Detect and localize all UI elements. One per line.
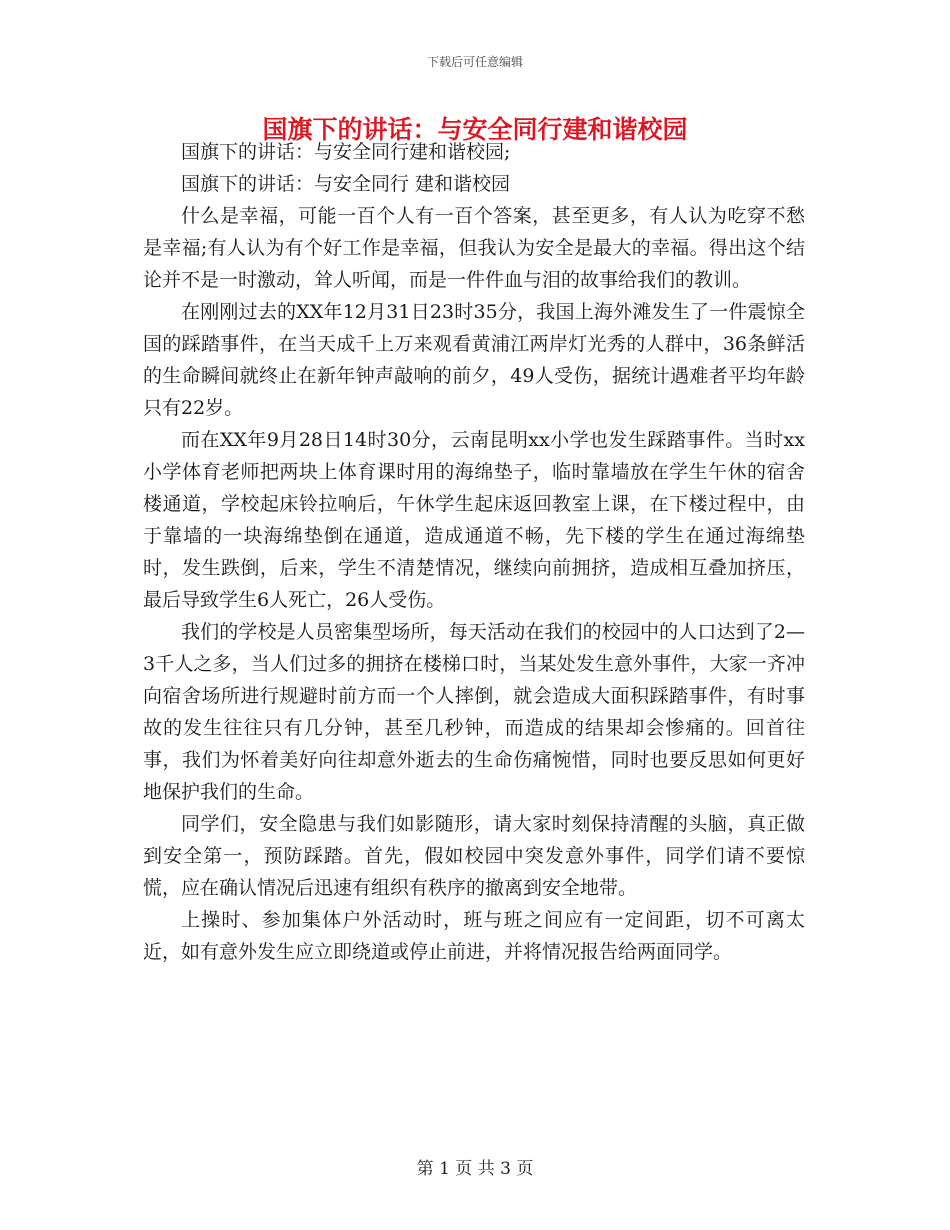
paragraph: 而在XX年9月28日14时30分，云南昆明xx小学也发生踩踏事件。当时xx小学体育老师把两块上体育课时用的海绵垫子，临时靠墙放在学生午休的宿舍楼通道，学校起床铃拉响后，午休学生起床返回教室上课，在下楼过程中，由于靠墙的一块海绵垫倒在通道，造成通道不畅，先下楼的学生在通过海绵垫时，发生跌倒，后来，学生不清楚情况，继续向前拥挤，造成相互叠加挤压，最后导致学生6人死亡，26人受伤。: [143, 429, 805, 611]
paragraph: 同学们，安全隐患与我们如影随形，请大家时刻保持清醒的头脑，真正做到安全第一，预防踩踏。首先，假如校园中突发意外事件，同学们请不要惊慌，应在确认情况后迅速有组织有秩序的撤离到安全地带。: [143, 813, 805, 899]
document-body: [143, 136, 805, 968]
paragraph: 国旗下的讲话：与安全同行 建和谐校园: [181, 173, 511, 195]
document-title: 国旗下的讲话：与安全同行建和谐校园: [262, 115, 688, 144]
page-footer: [0, 1154, 950, 1179]
header-note: 下载后可任意编辑: [426, 55, 523, 69]
paragraph: 我们的学校是人员密集型场所，每天活动在我们的校园中的人口达到了2—3千人之多，当人们过多的拥挤在楼梯口时，当某处发生意外事件，大家一齐冲向宿舍场所进行规避时前方而一个人摔倒，就会造成大面积踩踏事件，有时事故的发生往往只有几分钟，甚至几秒钟，而造成的结果却会惨痛的。回首往事，我们为怀着美好向往却意外逝去的生命伤痛惋惜，同时也要反思如何更好地保护我们的生命。: [143, 621, 805, 803]
paragraph: 国旗下的讲话：与安全同行建和谐校园;: [181, 141, 511, 163]
paragraph: 什么是幸福，可能一百个人有一百个答案，甚至更多，有人认为吃穿不愁是幸福;有人认为有个好工作是幸福，但我认为安全是最大的幸福。得出这个结论并不是一时激动，耸人听闻，而是一件件血与泪的故事给我们的教训。: [143, 205, 805, 291]
page-number-label: 第 1 页 共 3 页: [416, 1159, 534, 1179]
paragraph: 在刚刚过去的XX年12月31日23时35分，我国上海外滩发生了一件震惊全国的踩踏事件，在当天成千上万来观看黄浦江两岸灯光秀的人群中，36条鲜活的生命瞬间就终止在新年钟声敲响的前夕，49人受伤，据统计遇难者平均年龄只有22岁。: [143, 301, 805, 419]
paragraph: 上操时、参加集体户外活动时，班与班之间应有一定间距，切不可离太近，如有意外发生应立即绕道或停止前进，并将情况报告给两面同学。: [143, 909, 805, 963]
